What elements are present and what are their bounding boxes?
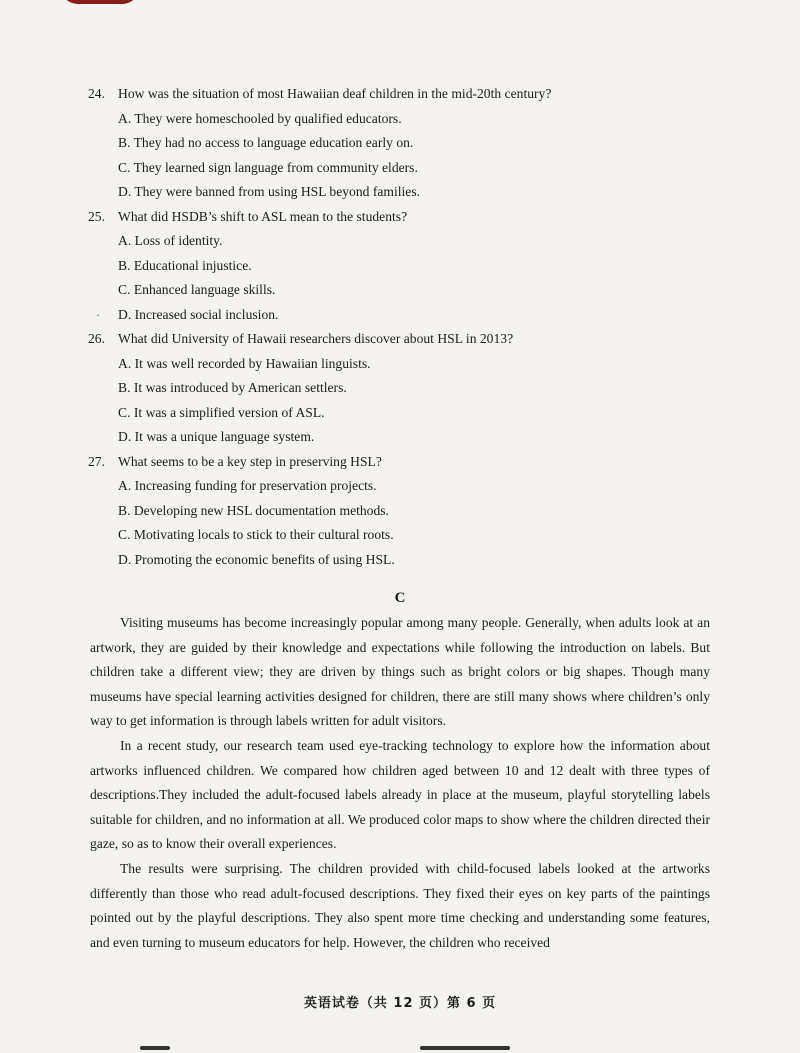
section-title: C bbox=[394, 590, 406, 606]
question-number: 24. bbox=[88, 86, 105, 101]
question-text: What did HSDB’s shift to ASL mean to the students? bbox=[118, 208, 408, 224]
option-b: B. It was introduced by American settlers. bbox=[118, 380, 347, 395]
option-d-row bbox=[88, 303, 728, 328]
question-stem bbox=[88, 450, 728, 475]
passage-paragraph: Visiting museums has become increasingly popular among many people. Generally, when adults look at an artwork, they are guided by their knowledge and expectations while following the introduction on labels. But children take a different view; they are driven by things such as bright colors or big shapes. Though many museums have special learning activities designed for children, there are still many shows where children’s only way to get information is through labels written for adult visitors. bbox=[90, 615, 710, 729]
question-27 bbox=[88, 450, 728, 573]
question-stem bbox=[88, 205, 728, 230]
option-b: B. Educational injustice. bbox=[118, 257, 252, 273]
question-number: 27. bbox=[88, 453, 105, 469]
option-a: A. Increasing funding for preservation projects. bbox=[118, 478, 377, 493]
option-d: D. Increased social inclusion. bbox=[118, 306, 279, 322]
option-c: C. They learned sign language from community elders. bbox=[118, 159, 418, 175]
question-list bbox=[88, 82, 728, 572]
question-number: 26. bbox=[88, 331, 105, 346]
option-d: D. They were banned from using HSL beyond families. bbox=[118, 184, 421, 199]
option-c: C. It was a simplified version of ASL. bbox=[118, 404, 325, 420]
question-text: What seems to be a key step in preserving HSL? bbox=[118, 453, 382, 469]
question-stem bbox=[88, 327, 728, 352]
passage bbox=[90, 611, 710, 955]
option-c: C. Enhanced language skills. bbox=[118, 282, 276, 297]
question-26 bbox=[88, 327, 728, 450]
option-d: D. Promoting the economic benefits of using HSL. bbox=[118, 551, 395, 567]
top-edge-mark bbox=[60, 0, 140, 4]
option-c: C. Motivating locals to stick to their cultural roots. bbox=[118, 527, 394, 542]
question-text: How was the situation of most Hawaiian deaf children in the mid-20th century? bbox=[118, 86, 552, 101]
bottom-edge-mark bbox=[140, 1046, 170, 1050]
passage-paragraph: In a recent study, our research team used eye-tracking technology to explore how the information about artworks influenced children. We compared how children aged between 10 and 12 dealt with three types of descriptions.They included the adult-focused labels already in place at the museum, playful storytelling labels suitable for children, and no information at all. We produced color maps to show where the children directed their gaze, so as to know their overall experiences. bbox=[90, 737, 710, 852]
option-b: B. Developing new HSL documentation methods. bbox=[118, 502, 389, 518]
bottom-edge-mark bbox=[420, 1046, 510, 1050]
stray-mark: · bbox=[96, 307, 100, 322]
question-number: 25. bbox=[88, 208, 105, 224]
page-footer: 英语试卷（共 12 页）第 6 页 bbox=[303, 996, 497, 1011]
question-stem bbox=[88, 82, 728, 107]
question-24 bbox=[88, 82, 728, 205]
option-a: A. Loss of identity. bbox=[118, 233, 223, 248]
question-text: What did University of Hawaii researchers discover about HSL in 2013? bbox=[118, 331, 514, 346]
option-a: A. They were homeschooled by qualified educators. bbox=[118, 110, 402, 126]
passage-paragraph: The results were surprising. The children provided with child-focused labels looked at the artworks differently than those who read adult-focused descriptions. They fixed their eyes on key parts of the paintings pointed out by the playful descriptions. They also spent more time checking and understanding some features, and even turning to museum educators for help. However, the children who received bbox=[90, 860, 710, 950]
option-a: A. It was well recorded by Hawaiian linguists. bbox=[118, 355, 371, 371]
option-b: B. They had no access to language education early on. bbox=[118, 135, 414, 150]
option-d: D. It was a unique language system. bbox=[118, 429, 315, 444]
question-25 bbox=[88, 205, 728, 328]
